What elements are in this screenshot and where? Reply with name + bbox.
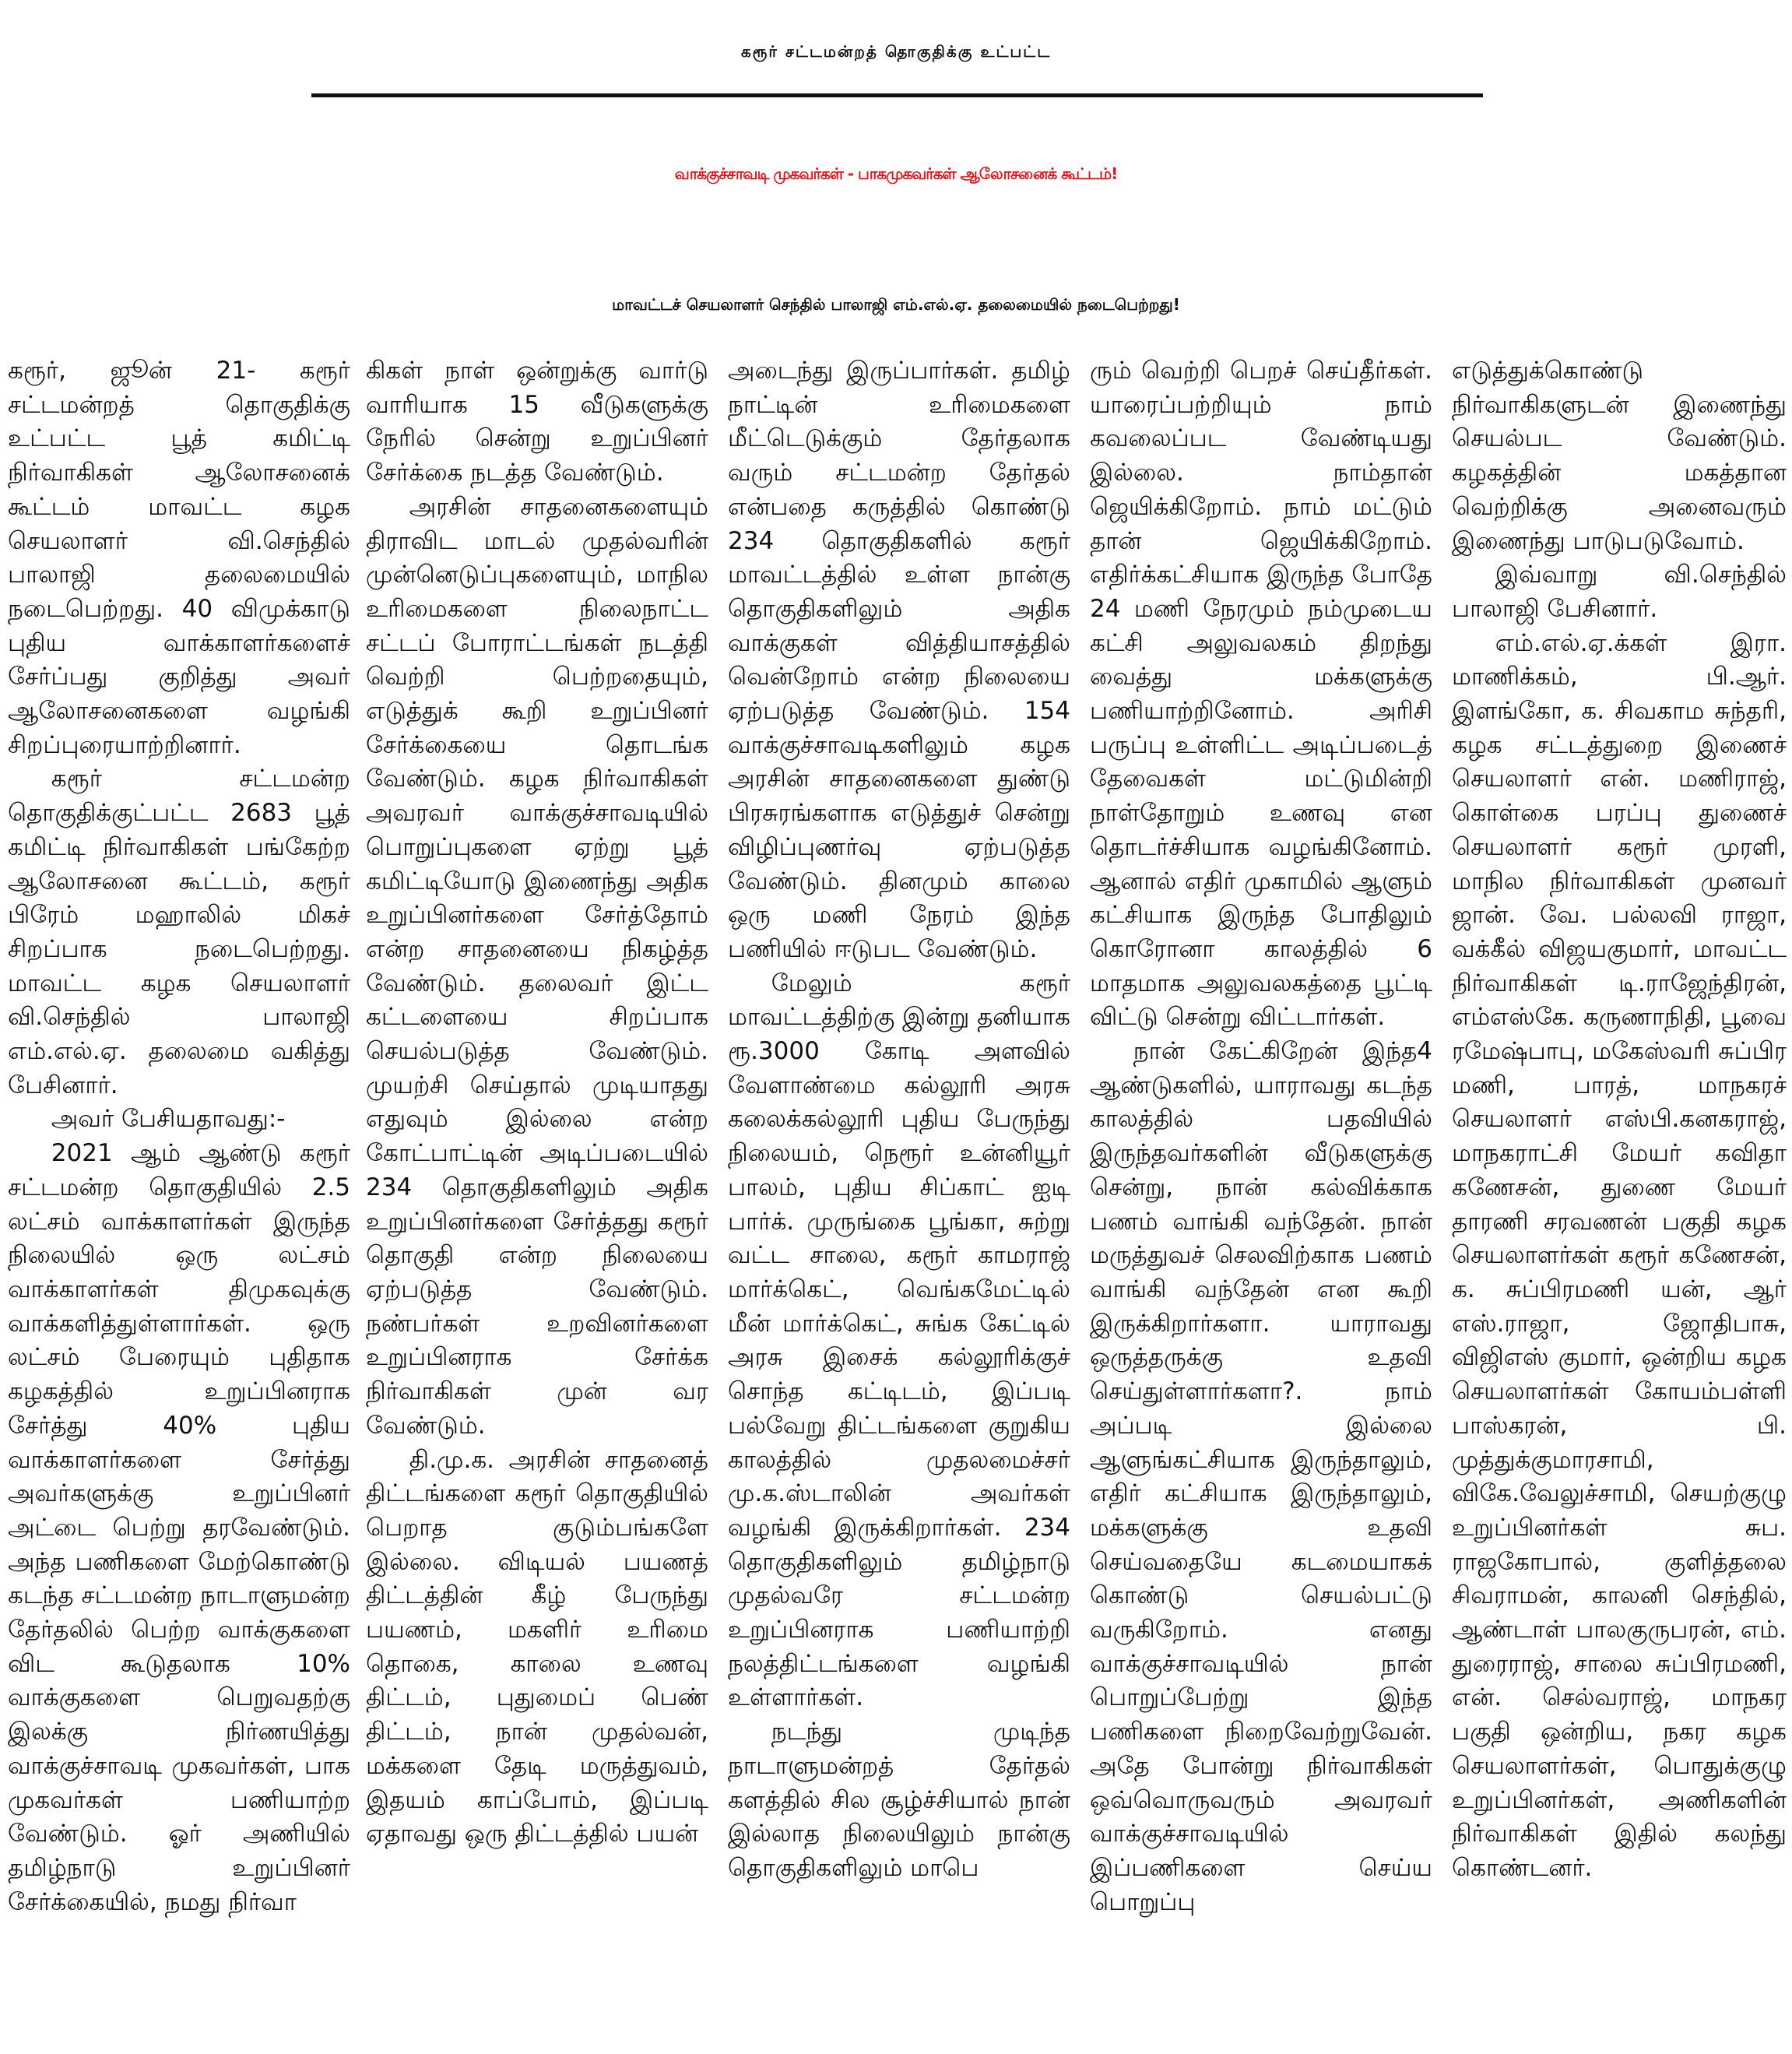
paragraph: மேலும் கரூர் மாவட்டத்திற்கு இன்று தனியாக ரூ.3000 கோடி அளவில் வேளாண்மை கல்லூரி அரசு கலைக்கல்லூரி புதிய பேருந்து நிலையம், நெரூர் உன்னியூர் பாலம், புதிய சிப்காட் ஐடி பார்க். முருங்கை பூங்கா, சுற்று வட்ட சாலை, கரூர் காமராஜ் மார்க்கெட், வெங்கமேட்டில் மீன் மார்க்கெட், சுங்க கேட்டில் அரசு இசைக் கல்லூரிக்குச் சொந்த கட்டிடம், இப்படி பல்வேறு திட்டங்களை குறுகிய காலத்தில் முதலமைச்சர் மு.க.ஸ்டாலின் அவர்கள் வழங்கி இருக்கிறார்கள். 234 தொகுதிகளிலும் தமிழ்நாடு முதல்வரே சட்டமன்ற உறுப்பினராக பணியாற்றி நலத்திட்டங்களை வழங்கி உள்ளார்கள். bbox=[728, 969, 1070, 1712]
kicker-title: கரூர் சட்டமன்றத் தொகுதிக்கு உட்பட்ட bbox=[740, 42, 1052, 61]
article-column-4 bbox=[1090, 354, 1432, 2050]
article-column-5 bbox=[1452, 354, 1787, 2050]
article-column-1 bbox=[8, 354, 350, 2050]
paragraph: எடுத்துக்கொண்டு நிர்வாகிகளுடன் இணைந்து செயல்பட வேண்டும். கழகத்தின் மகத்தான வெற்றிக்கு அனைவரும் இணைந்து பாடுபடுவோம். bbox=[1452, 357, 1787, 555]
article-column-2 bbox=[366, 354, 708, 2050]
kicker-underline bbox=[311, 93, 1483, 97]
subheadline: மாவட்டச் செயலாளர் செந்தில் பாலாஜி எம்.எல்.ஏ. தலைமையில் நடைபெற்றது! bbox=[612, 295, 1180, 314]
paragraph: 2021 ஆம் ஆண்டு கரூர் சட்டமன்ற தொகுதியில் 2.5 லட்சம் வாக்காளர்கள் இருந்த நிலையில் ஒரு லட்சம் வாக்காளர்கள் திமுகவுக்கு வாக்களித்துள்ளார்கள். ஒரு லட்சம் பேரையும் புதிதாக கழகத்தில் உறுப்பினராக சேர்த்து 40% புதிய வாக்காளர்களை சேர்த்து அவர்களுக்கு உறுப்பினர் அட்டை பெற்று தரவேண்டும். அந்த பணிகளை மேற்கொண்டு கடந்த சட்டமன்ற நாடாளுமன்ற தேர்தலில் பெற்ற வாக்குகளை விட கூடுதலாக 10% வாக்குகளை பெறுவதற்கு இலக்கு நிர்ணயித்து வாக்குச்சாவடி முகவர்கள், பாக முகவர்கள் பணியாற்ற வேண்டும். ஓர் அணியில் தமிழ்நாடு உறுப்பினர் சேர்க்கையில், நமது நிர்வா bbox=[8, 1139, 350, 1916]
paragraph: அவர் பேசியதாவது:- bbox=[51, 1105, 286, 1134]
headline: வாக்குச்சாவடி முகவர்கள் - பாகமுகவர்கள் ஆலோசனைக் கூட்டம்! bbox=[674, 164, 1118, 183]
paragraph: அடைந்து இருப்பார்கள். தமிழ் நாட்டின் உரிமைகளை மீட்டெடுக்கும் தேர்தலாக வரும் சட்டமன்ற தேர்தல் என்பதை கருத்தில் கொண்டு 234 தொகுதிகளில் கரூர் மாவட்டத்தில் உள்ள நான்கு தொகுதிகளிலும் அதிக வாக்குகள் வித்தியாசத்தில் வென்றோம் என்ற நிலையை ஏற்படுத்த வேண்டும். 154 வாக்குச்சாவடிகளிலும் கழக அரசின் சாதனைகளை துண்டு பிரசுரங்களாக எடுத்துச் சென்று விழிப்புணர்வு ஏற்படுத்த வேண்டும். தினமும் காலை ஒரு மணி நேரம் இந்த பணியில் ஈடுபட வேண்டும். bbox=[728, 357, 1070, 963]
paragraph: எம்.எல்.ஏ.க்கள் இரா. மாணிக்கம், பி.ஆர். இளங்கோ, க. சிவகாம சுந்தரி, கழக சட்டத்துறை இணைச் செயலாளர் என். மணிராஜ், கொள்கை பரப்பு துணைச் செயலாளர் கரூர் முரளி, மாநில நிர்வாகிகள் முனவர் ஜான். வே. பல்லவி ராஜா, வக்கீல் விஜயகுமார், மாவட்ட நிர்வாகிகள் டி.ராஜேந்திரன், எம்எஸ்கே. கருணாநிதி, பூவை ரமேஷ்பாபு, மகேஸ்வரி சுப்பிர மணி, பாரத், மாநகரச் செயலாளர் எஸ்பி.கனகராஜ், மாநகராட்சி மேயர் கவிதா கணேசன், துணை மேயர் தாரணி சரவணன் பகுதி கழக செயலாளர்கள் கரூர் கணேசன், க. சுப்பிரமணி யன், ஆர் எஸ்.ராஜா, ஜோதிபாசு, விஜிஎஸ் குமார், ஒன்றிய கழக செயலாளர்கள் கோயம்பள்ளி பாஸ்கரன், பி. முத்துக்குமாரசாமி, விகே.வேலுச்சாமி, செயற்குழு உறுப்பினர்கள் சுப. ராஜகோபால், குளித்தலை சிவராமன், காலனி செந்தில், ஆண்டாள் பாலகுருபரன், எம். துரைராஜ், சாலை சுப்பிரமணி, என். செல்வராஜ், மாநகர பகுதி ஒன்றிய, நகர கழக செயலாளர்கள், பொதுக்குழு உறுப்பினர்கள், அணிகளின் நிர்வாகிகள் இதில் கலந்து கொண்டனர். bbox=[1452, 628, 1787, 1882]
paragraph: நான் கேட்கிறேன் இந்த4 ஆண்டுகளில், யாராவது கடந்த காலத்தில் பதவியில் இருந்தவர்களின் வீடுகளுக்கு சென்று, நான் கல்விக்காக பணம் வாங்கி வந்தேன். நான் மருத்துவச் செலவிற்காக பணம் வாங்கி வந்தேன் என கூறி இருக்கிறார்களா. யாராவது ஒருத்தருக்கு உதவி செய்துள்ளார்களா?. நாம் அப்படி இல்லை ஆளுங்கட்சியாக இருந்தாலும், எதிர் கட்சியாக இருந்தாலும், மக்களுக்கு உதவி செய்வதையே கடமையாகக் கொண்டு செயல்பட்டு வருகிறோம். எனது வாக்குச்சாவடியில் நான் பொறுப்பேற்று இந்த பணிகளை நிறைவேற்றுவேன். அதே போன்று நிர்வாகிகள் ஒவ்வொருவரும் அவரவர் வாக்குச்சாவடியில் இப்பணிகளை செய்ய பொறுப்பு bbox=[1090, 1037, 1432, 1916]
paragraph: கரூர், ஜூன் 21- கரூர் சட்டமன்றத் தொகுதிக்கு உட்பட்ட பூத் கமிட்டி நிர்வாகிகள் ஆலோசனைக் கூட்டம் மாவட்ட கழக செயலாளர் வி.செந்தில் பாலாஜி தலைமையில் நடைபெற்றது. 40 விமுக்காடு புதிய வாக்காளர்களைச் சேர்ப்பது குறித்து அவர் ஆலோசனைகளை வழங்கி சிறப்புரையாற்றினார். bbox=[8, 357, 350, 759]
paragraph: இவ்வாறு வி.செந்தில் பாலாஜி பேசினார். bbox=[1452, 561, 1787, 623]
paragraph: நடந்து முடிந்த நாடாளுமன்றத் தேர்தல் களத்தில் சில சூழ்ச்சியால் நான் இல்லாத நிலையிலும் நான்கு தொகுதிகளிலும் மாபெ bbox=[728, 1718, 1070, 1882]
paragraph: அரசின் சாதனைகளையும் திராவிட மாடல் முதல்வரின் முன்னெடுப்புகளையும், மாநில உரிமைகளை நிலைநாட்ட சட்டப் போராட்டங்கள் நடத்தி வெற்றி பெற்றதையும், எடுத்துக் கூறி உறுப்பினர் சேர்க்கையை தொடங்க வேண்டும். கழக நிர்வாகிகள் அவரவர் வாக்குச்சாவடியில் பொறுப்புகளை ஏற்று பூத் கமிட்டியோடு இணைந்து அதிக உறுப்பினர்களை சேர்த்தோம் என்ற சாதனையை நிகழ்த்த வேண்டும். தலைவர் இட்ட கட்டளையை சிறப்பாக செயல்படுத்த வேண்டும். முயற்சி செய்தால் முடியாதது எதுவும் இல்லை என்ற கோட்பாட்டின் அடிப்படையில் 234 தொகுதிகளிலும் அதிக உறுப்பினர்களை சேர்த்தது கரூர் தொகுதி என்ற நிலையை ஏற்படுத்த வேண்டும். நண்பர்கள் உறவினர்களை உறுப்பினராக சேர்க்க நிர்வாகிகள் முன் வர வேண்டும். bbox=[366, 492, 708, 1440]
paragraph: ரும் வெற்றி பெறச் செய்தீர்கள். யாரைப்பற்றியும் நாம் கவலைப்பட வேண்டியது இல்லை. நாம்தான் ஜெயிக்கிறோம். நாம் மட்டும் தான் ஜெயிக்கிறோம். எதிர்க்கட்சியாக இருந்த போதே 24 மணி நேரமும் நம்முடைய கட்சி அலுவலகம் திறந்து வைத்து மக்களுக்கு பணியாற்றினோம். அரிசி பருப்பு உள்ளிட்ட அடிப்படைத் தேவைகள் மட்டுமின்றி நாள்தோறும் உணவு என தொடர்ச்சியாக வழங்கினோம். ஆனால் எதிர் முகாமில் ஆளும் கட்சியாக இருந்த போதிலும் கொரோனா காலத்தில் 6 மாதமாக அலுவலகத்தை பூட்டி விட்டு சென்று விட்டார்கள். bbox=[1090, 357, 1432, 1032]
paragraph: தி.மு.க. அரசின் சாதனைத் திட்டங்களை கரூர் தொகுதியில் பெறாத குடும்பங்களே இல்லை. விடியல் பயணத் திட்டத்தின் கீழ் பேருந்து பயணம், மகளிர் உரிமை தொகை, காலை உணவு திட்டம், புதுமைப் பெண் திட்டம், நான் முதல்வன், மக்களை தேடி மருத்துவம், இதயம் காப்போம், இப்படி ஏதாவது ஒரு திட்டத்தில் பயன் bbox=[366, 1445, 708, 1848]
article-column-3 bbox=[728, 354, 1070, 2050]
paragraph: கரூர் சட்டமன்ற தொகுதிக்குட்பட்ட 2683 பூத் கமிட்டி நிர்வாகிகள் பங்கேற்ற ஆலோசனை கூட்டம், கரூர் பிரேம் மஹாலில் மிகச் சிறப்பாக நடைபெற்றது. மாவட்ட கழக செயலாளர் வி.செந்தில் பாலாஜி எம்.எல்.ஏ. தலைமை வகித்து பேசினார். bbox=[8, 765, 350, 1099]
paragraph: கிகள் நாள் ஒன்றுக்கு வார்டு வாரியாக 15 வீடுகளுக்கு நேரில் சென்று உறுப்பினர் சேர்க்கை நடத்த வேண்டும். bbox=[366, 357, 708, 487]
